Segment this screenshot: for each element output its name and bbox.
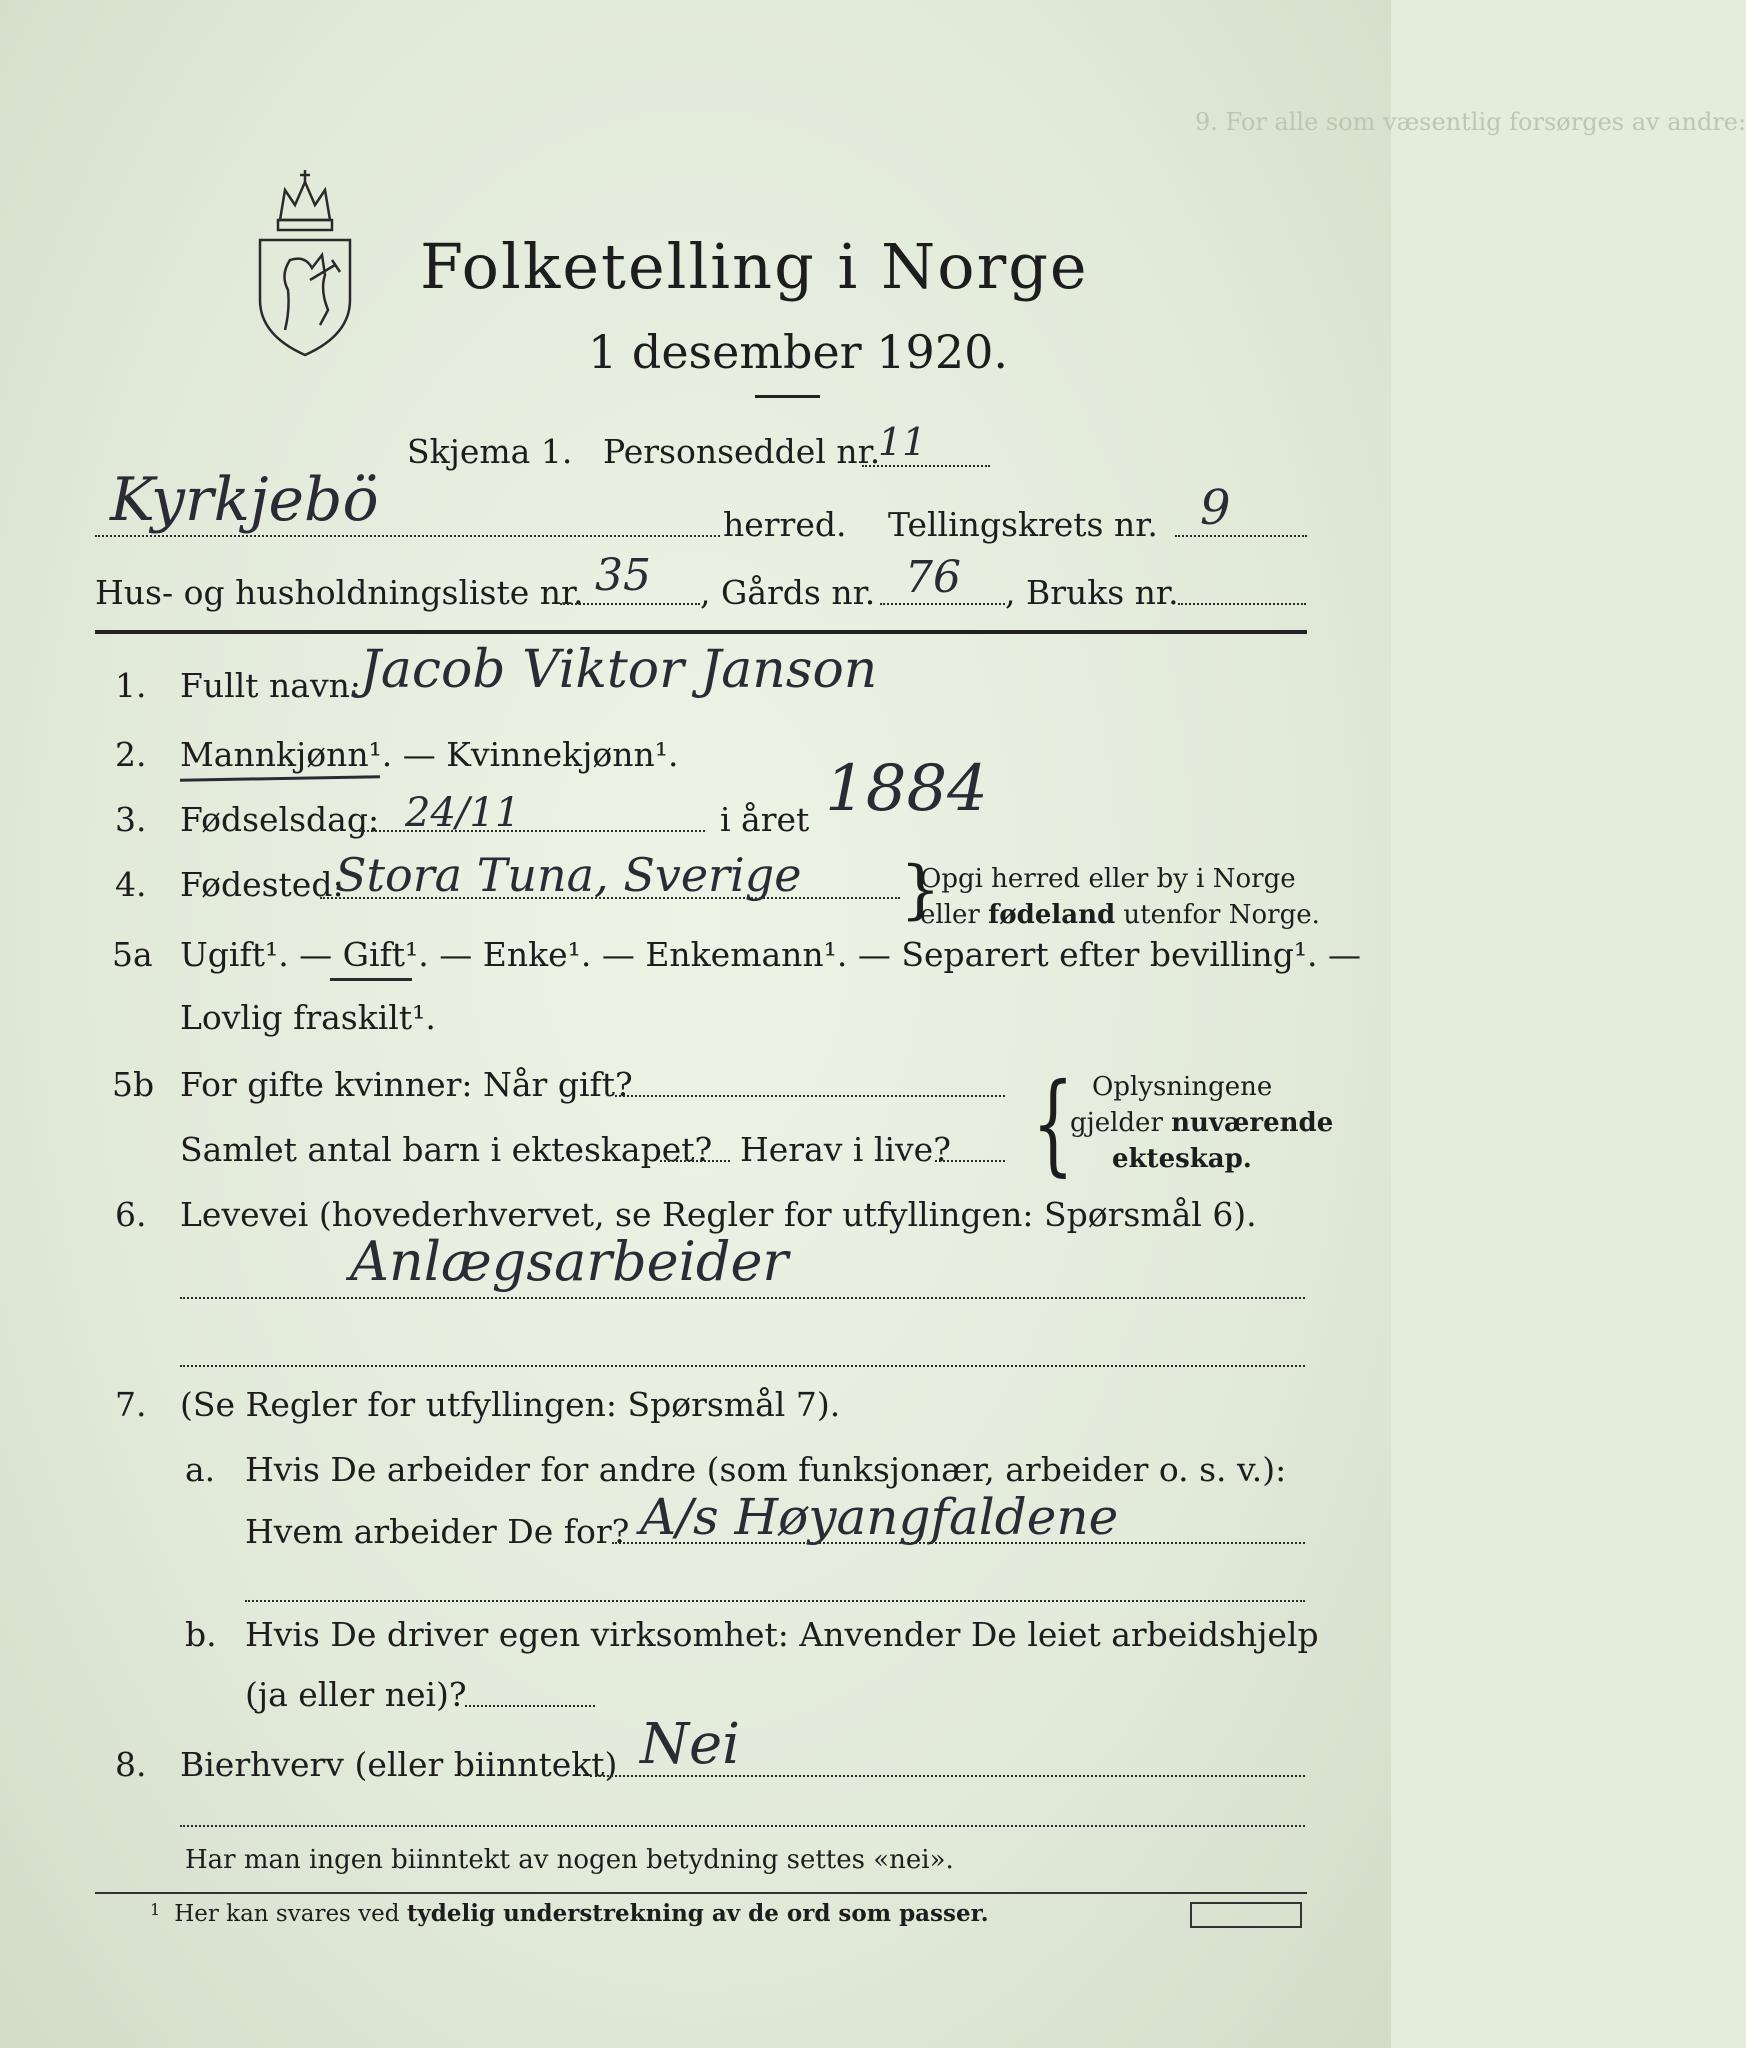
header-divider xyxy=(95,630,1307,634)
q7a-label: Hvis De arbeider for andre (som funksjonær, arbeider o. s. v.): xyxy=(245,1450,1287,1489)
farm-field xyxy=(880,603,1005,605)
district-label: Tellingskrets nr. xyxy=(888,505,1158,544)
district-field xyxy=(1175,535,1307,537)
children-alive-label: Herav i live? xyxy=(740,1130,951,1169)
municipality-value: Kyrkjebö xyxy=(110,465,379,535)
birthplace-note-2c: utenfor Norge. xyxy=(1115,900,1320,930)
household-list-value: 35 xyxy=(595,550,651,601)
footnote-divider xyxy=(95,1892,1307,1894)
household-list-field xyxy=(560,603,700,605)
holding-field xyxy=(1178,603,1306,605)
q7b-letter: b. xyxy=(185,1615,217,1654)
birthplace-note-2 xyxy=(920,900,1320,930)
children-alive-field xyxy=(935,1160,1005,1162)
birth-year-value: 1884 xyxy=(825,752,988,826)
household-list-label: Hus- og husholdningsliste nr. xyxy=(95,573,584,612)
farm-label: , Gårds nr. xyxy=(700,573,876,612)
person-slip-field xyxy=(862,465,990,467)
marital-status-options-2: Lovlig fraskilt¹. xyxy=(180,998,436,1037)
footnote-marker: 1 xyxy=(150,1900,161,1919)
marital-status-options: Ugift¹. — Gift¹. — Enke¹. — Enkemann¹. — Separert efter bevilling¹. — xyxy=(180,935,1362,974)
children-total-field xyxy=(660,1160,730,1162)
q1-label: Fullt navn: xyxy=(180,666,361,705)
form-date: 1 desember 1920. xyxy=(588,325,1008,379)
printer-stamp xyxy=(1190,1902,1302,1928)
q2-number: 2. xyxy=(115,735,147,774)
q7-label: (Se Regler for utfyllingen: Spørsmål 7). xyxy=(180,1385,841,1424)
q7-number: 7. xyxy=(115,1385,147,1424)
title-rule xyxy=(755,395,820,398)
bleed-through-1: 9. For alle som væsentlig forsørges av andre: xyxy=(1195,108,1746,136)
marriage-note-2b: nuværende xyxy=(1171,1108,1334,1138)
birthplace-brace: } xyxy=(900,853,941,927)
marriage-brace: { xyxy=(1032,1059,1074,1187)
schema-label: Skjema 1. xyxy=(407,432,573,471)
side-income-value: Nei xyxy=(640,1712,741,1777)
married-when-label: For gifte kvinner: Når gift? xyxy=(180,1065,633,1104)
q7b-label: Hvis De driver egen virksomhet: Anvender De leiet arbeidshjelp xyxy=(245,1615,1319,1654)
side-income-label: Bierhverv (eller biinntekt) xyxy=(180,1745,618,1784)
q1-number: 1. xyxy=(115,666,147,705)
birthplace-note-2b: fødeland xyxy=(988,900,1116,930)
q6-number: 6. xyxy=(115,1195,147,1234)
marriage-note-2 xyxy=(1070,1108,1333,1138)
full-name-value: Jacob Viktor Janson xyxy=(360,640,878,700)
district-value: 9 xyxy=(1200,480,1231,536)
person-slip-label: Personseddel nr. xyxy=(603,432,881,471)
footnote-text-1: Her kan svares ved xyxy=(174,1901,407,1927)
employer-value: A/s Høyangfaldene xyxy=(640,1488,1119,1546)
q4-number: 4. xyxy=(115,865,147,904)
footnote-text-2: tydelig understrekning av de ord som passer. xyxy=(406,1900,989,1927)
employer-label: Hvem arbeider De for? xyxy=(245,1512,630,1551)
birthplace-label: Fødested: xyxy=(180,865,344,904)
person-slip-value: 11 xyxy=(878,420,927,464)
footnote xyxy=(150,1900,989,1927)
q7a-letter: a. xyxy=(185,1450,216,1489)
birthday-label: Fødselsdag: xyxy=(180,800,380,839)
occupation-label: Levevei (hovederhvervet, se Regler for utfyllingen: Spørsmål 6). xyxy=(180,1195,1257,1234)
farm-value: 76 xyxy=(905,552,961,603)
municipality-label: herred. xyxy=(723,505,847,544)
marriage-note-2a: gjelder xyxy=(1070,1108,1172,1138)
birth-year-label: i året xyxy=(720,800,810,839)
birthplace-value: Stora Tuna, Sverige xyxy=(335,848,802,902)
marriage-note-1: Oplysningene xyxy=(1092,1072,1273,1102)
employer-field-2 xyxy=(245,1600,1305,1602)
holding-label: , Bruks nr. xyxy=(1005,573,1179,612)
married-underline xyxy=(330,978,412,981)
municipality-field xyxy=(95,535,720,537)
birthday-value: 24/11 xyxy=(405,790,521,836)
occupation-field-2 xyxy=(180,1365,1305,1367)
occupation-field-1 xyxy=(180,1297,1305,1299)
children-total-label: Samlet antal barn i ekteskapet? xyxy=(180,1130,713,1169)
q5b-number: 5b xyxy=(112,1065,155,1104)
hired-help-label: (ja eller nei)? xyxy=(245,1675,467,1714)
side-income-field-2 xyxy=(180,1825,1305,1827)
married-when-field xyxy=(615,1095,1005,1097)
form-title: Folketelling i Norge xyxy=(420,230,1089,303)
marriage-note-3: ekteskap. xyxy=(1112,1144,1252,1174)
q3-number: 3. xyxy=(115,800,147,839)
occupation-value: Anlægsarbeider xyxy=(350,1230,789,1293)
birthplace-note-2a: eller xyxy=(920,900,989,930)
norway-coat-of-arms-icon xyxy=(250,160,360,360)
q8-number: 8. xyxy=(115,1745,147,1784)
q5a-number: 5a xyxy=(112,935,153,974)
sex-male-underline xyxy=(180,775,380,781)
sex-options: Mannkjønn¹. — Kvinnekjønn¹. xyxy=(180,735,679,774)
no-income-note: Har man ingen biinntekt av nogen betydning settes «nei». xyxy=(185,1845,954,1875)
hired-help-field xyxy=(465,1705,595,1707)
birthplace-note-1: Opgi herred eller by i Norge xyxy=(920,864,1296,894)
